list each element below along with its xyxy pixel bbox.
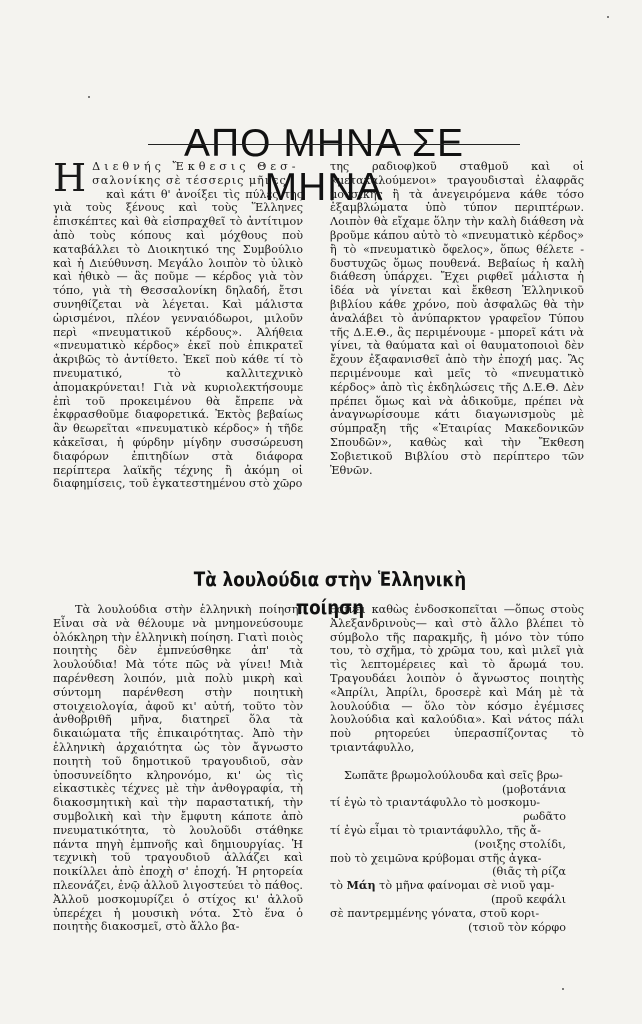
poem-line-continuation: (μοβοτάνια bbox=[501, 782, 566, 796]
article2-column-2 bbox=[330, 603, 584, 934]
poem-line-continuation: ρωδᾶτο bbox=[523, 810, 566, 824]
article2-body-text: Τὰ λουλούδια στὴν ἑλληνικὴ ποίηση! Εἶναι σὰ νὰ θέλουμε νὰ μνημονεύσουμε ὁλόκληρη τὴν ἑλληνικὴ ποίηση. Γιατὶ ποιὸς ποιητὴς δὲν ἐμπνεύσθηκε ἀπ' τὰ λουλούδια! Μὰ τότε πῶς νὰ γίνει! Μιὰ παρένθεση λοιπόν, μιὰ πολὺ μικρὴ καὶ σύντομη παρένθεση στὴν ποιητικὴ στοιχειολογία, ἀφοῦ κι' αὐτή, τοῦτο τὸν ἀνθοβριθῆ μῆνα, διατηρεῖ ὅλα τὰ δικαιώματα τῆς ἐπικαιρότητας. Ἀπὸ τὴν ἑλληνικὴ ἀρχαιότητα ὡς τὸν ἄγνωστο ποιητὴ τοῦ δημοτικοῦ τραγουδιοῦ, σὰν ὑποσυνείδητο κληρονόμο, κι' ὡς τὶς εἰκαστικὲς τέχνες μὲ τὴν ἀνθογραφία, τὴ διακοσμητικὴ καὶ τὴν παραστατική, τὴν συμβολικὴ καὶ τὴν ἔμφυτη κάποτε ἀπὸ πνευματικότητα, τὸ λουλοῦδι στάθηκε πάντα πηγὴ ἐμπνοῆς καὶ δημιουργίας. Ἡ τεχνικὴ τοῦ τραγουδιοῦ ἀλλάζει καὶ ποικίλλει ἀπὸ ἐποχὴ σ' ἐποχή. Ἡ ρητορεία πλεονάζει, ἐνῷ ἀλλοῦ λιγοστεύει τὸ πάθος. Ἀλλοῦ μοσκομυρίζει ὁ στίχος κι' ἀλλοῦ ὑπερέχει ἡ μουσικὴ νότα. Στὸ ἕνα ὁ ποιητὴς διακοσμεῖ, στὸ ἄλλο βα- bbox=[53, 603, 303, 934]
section-title: ΑΠΟ ΜΗΝΑ ΣΕ ΜΗΝΑ bbox=[184, 122, 464, 210]
paper-speck bbox=[607, 16, 609, 18]
drop-cap: Η bbox=[53, 156, 87, 200]
poem-line: τί ἐγὼ τὸ τριαντάφυλλο τὸ μοσκομυ- bbox=[330, 796, 541, 810]
poem-line-continuation: (προῦ κεφάλι bbox=[490, 892, 566, 906]
paper-speck bbox=[88, 96, 90, 98]
article2-column-1 bbox=[53, 603, 303, 934]
article1-body-text: καὶ κάτι θ' ἀνοίξει τὶς πύλες της γιὰ τοὺς ξένους καὶ τοὺς Ἕλληνες ἐπισκέπτες καὶ θὰ εἰσπραχθεῖ τὸ ἀντίτιμον ἀπὸ τοὺς κόπους καὶ μόχθους ποὺ καταβάλλει τὸ Διοικητικό της Συμβούλιο καὶ ἡ Διεύθυνση. Μεγάλο λοιπὸν τὸ ὑλικὸ καὶ ἠθικὸ — ἂς ποῦμε — κέρδος γιὰ τὸν τόπο, γιὰ τὴ Θεσσαλονίκη δηλαδή, ἔτσι συνηθίζεται νὰ λέγεται. Καὶ μάλιστα ὡρισμένοι, πλέον γενναιόδωροι, μιλοῦν περὶ «πνευματικοῦ κέρδους». Ἀλήθεια «πνευματικὸ κέρδος» ἐκεῖ ποὺ ἐπικρατεῖ ἀκριβῶς τὸ ἀντίθετο. Ἐκεῖ ποὺ κάθε τί τὸ πνευματικό, τὸ καλλιτεχνικὸ ἀπομακρύνεται! Γιὰ νὰ κυριολεκτήσουμε ἐπὶ τοῦ προκειμένου θὰ ἔπρεπε νὰ ἐκφρασθοῦμε διαφορετικά. Ἐκτὸς βεβαίως ἂν θεωρεῖται «πνευματικὸ κέρδος» ἡ τῆδε κἀκεῖσαι, ἡ φύρδην μίγδην συσσώρευση διαφόρων ἐπιτηδίων στὰ διάφορα περίπτερα λαϊκῆς τέχνης ἢ ἀκόμη οἱ διαφημίσεις, τοῦ ἐγκατεστημένου στὸ χῶρο bbox=[53, 187, 303, 491]
article1-column-2 bbox=[330, 160, 584, 477]
poem-line: σὲ παντρεμμένης γόνατα, στοῦ κορι- bbox=[330, 906, 540, 920]
article1-lead-line-2: σαλονίκης σὲ τέσσερις μῆνες bbox=[92, 173, 287, 187]
poem-excerpt bbox=[330, 769, 584, 935]
poem-line: τί ἐγὼ εἶμαι τὸ τριαντάφυλλο, τῆς ἄ- bbox=[330, 823, 541, 837]
poem-line-continuation: (θιᾶς τὴ ρίζα bbox=[492, 865, 566, 879]
poem-line: τὸ Μάη τὸ μῆνα φαίνομαι σὲ νιοῦ γαμ- bbox=[330, 878, 555, 893]
article1-column-1 bbox=[53, 156, 303, 491]
poem-line-continuation: (τσιοῦ τὸν κόρφο bbox=[468, 920, 566, 934]
paper-speck bbox=[562, 988, 564, 990]
poem-line: ποὺ τὸ χειμῶνα κρύβομαι στῆς ἀγκα- bbox=[330, 851, 542, 865]
poem-line: Σωπᾶτε βρωμολούλουδα καὶ σεῖς βρω- bbox=[344, 768, 563, 782]
article2-body-text-continued: θαίνει καθὼς ἐνδοσκοπεῖται —ὅπως στοὺς Ἀλεξανδρινοὺς— καὶ στὸ ἄλλο βλέπει τὸ σύμβολο τῆς παρακμῆς, ἢ μόνο τὸν τύπο του, τὸ σχῆμα, τὸ χρῶμα του, καὶ μιλεῖ γιὰ τὶς λεπτομέρειες καὶ τὸ ἄρωμά του. Τραγουδάει λοιπὸν ὁ ἄγνωστος ποιητὴς «Ἀπρίλι, Ἀπρίλι, δροσερὲ καὶ Μάη μὲ τὰ λουλούδια — ὅλο τὸν κόσμο ἐγέμισες λουλούδια καὶ καλούδια». Καὶ νάτος πάλι ποὺ ρητορεύει ὑπερασπίζοντας τὸ τριαντάφυλλο, bbox=[330, 603, 584, 754]
emphasis-may: Μάη bbox=[346, 878, 376, 893]
article2-title: Τὰ λουλούδια στὴν Ἑλληνικὴ ποίηση bbox=[193, 568, 467, 620]
article1-body-text-continued: της ραδιοφ)κοῦ σταθμοῦ καὶ οἱ «μετακαλούμενοι» τραγουδισταὶ ἐλαφρᾶς μουσικῆς ἢ τὰ ἀνεγειρόμενα κάθε τόσο ἐξαμβλώματα ὑπὸ τύπον περιπτέρων. Λοιπὸν θὰ εἴχαμε ὅλην τὴν καλὴ διάθεση νὰ βροῦμε κάπου αὐτὸ τὸ «πνευματικὸ κέρδος» ἢ τὸ «πνευματικὸ ὄφελος», ὅπως θέλετε - δυστυχῶς ὅμως πουθενά. Βεβαίως ἡ καλὴ διάθεση ὑπάρχει. Ἔχει ριφθεῖ μάλιστα ἡ ἰδέα νὰ γίνεται καὶ ἔκθεση Ἑλληνικοῦ βιβλίου κάθε χρόνο, ποὺ ἀσφαλῶς θὰ τὴν ἀναλάβει τὸ ἀνύπαρκτον γραφεῖον Τύπου τῆς Δ.Ε.Θ., ἂς περιμένουμε - μπορεῖ κάτι νὰ γίνει, τὰ θαύματα καὶ οἱ θαυματοποιοὶ δὲν ἔχουν ἐξαφανισθεῖ ἀπὸ τὴν ἐποχή μας. Ἂς περιμένουμε καὶ μεῖς τὸ «πνευματικὸ κέρδος» ἀπὸ τὶς ἐκδηλώσεις τῆς Δ.Ε.Θ. Δὲν πρέπει ὅμως καὶ νὰ ἀδικοῦμε, πρέπει νὰ ἀναγνωρίσουμε κάτι διαγωνισμοὺς μὲ σύμπραξη τῆς «Ἑταιρίας Μακεδονικῶν Σπουδῶν», καθὼς καὶ τὴν Ἔκθεση Σοβιετικοῦ Βιβλίου στὸ περίπτερο τῶν Ἐθνῶν. bbox=[330, 160, 584, 477]
poem-line-continuation: (νοιξης στολίδι, bbox=[474, 837, 566, 851]
title-underline bbox=[148, 144, 520, 145]
article1-lead-line-1: Διεθνής Ἔκθεσις Θεσ- bbox=[92, 160, 300, 173]
